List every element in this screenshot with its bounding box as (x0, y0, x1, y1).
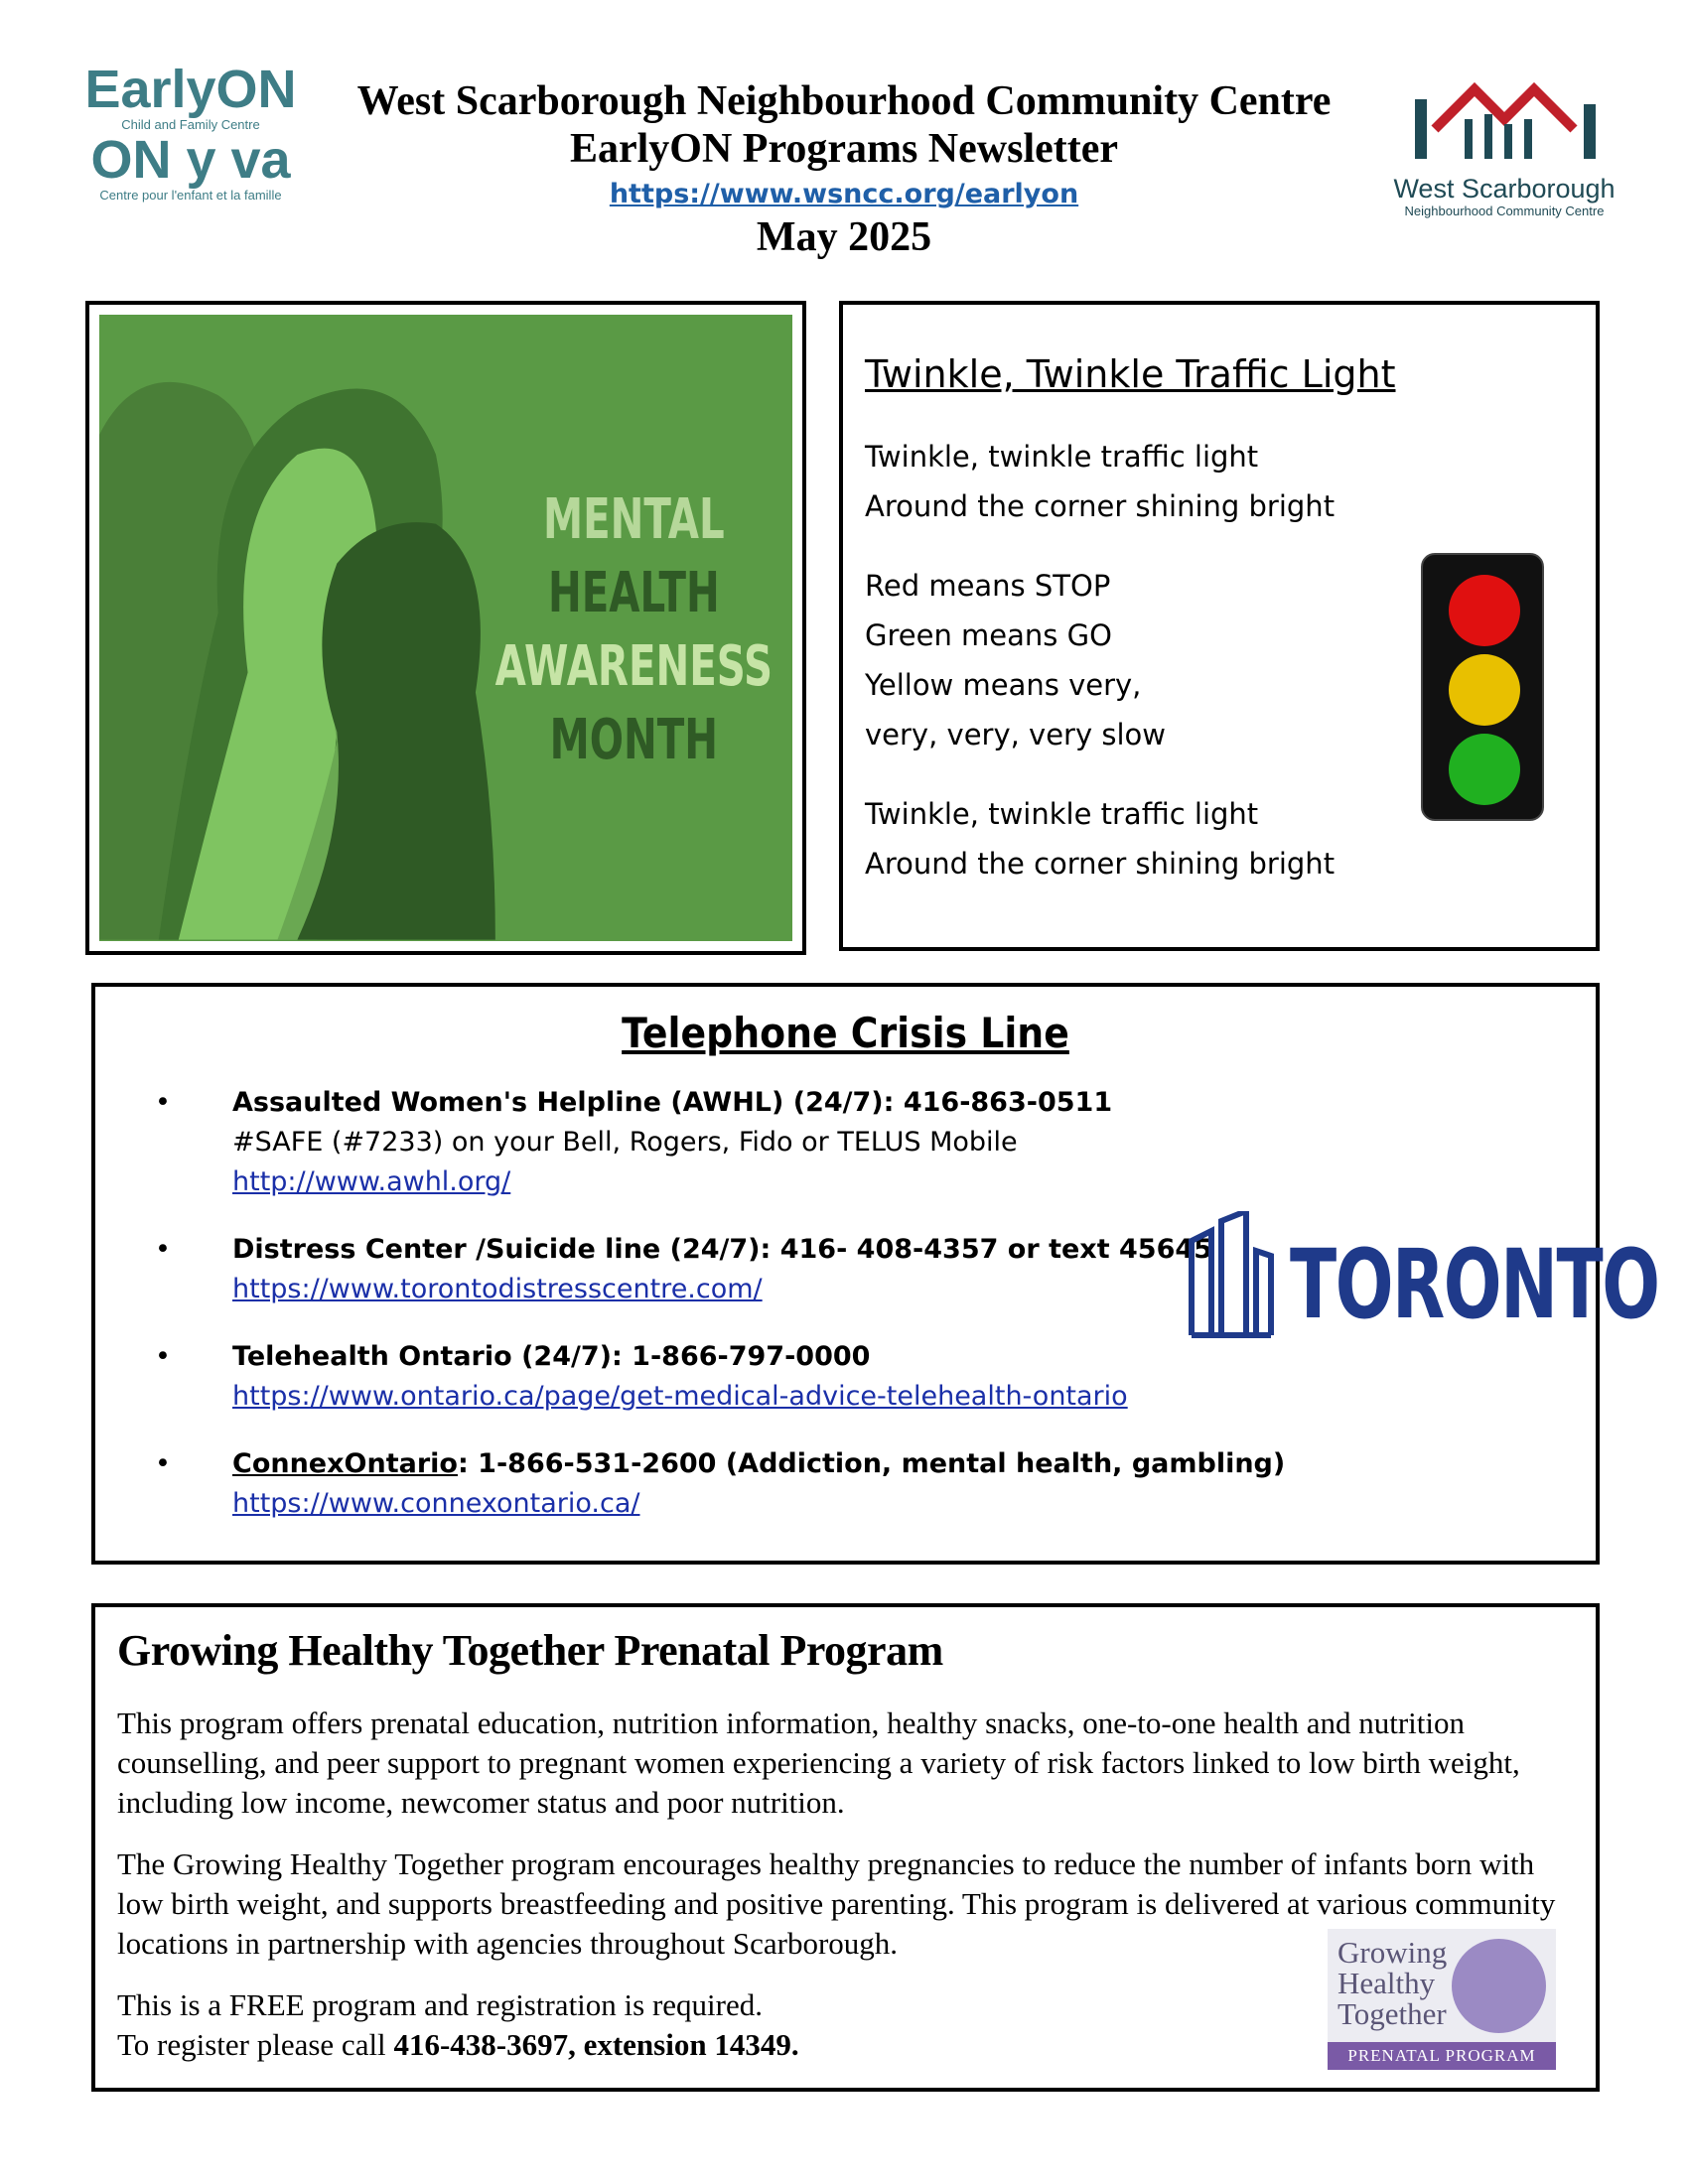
awhl-link[interactable]: http://www.awhl.org/ (232, 1166, 511, 1197)
logo-text: Together (1337, 1996, 1447, 2031)
prenatal-title: Growing Healthy Together Prenatal Program (117, 1626, 943, 1675)
phone-number: 416-438-3697, extension 14349. (393, 2027, 799, 2062)
logo-text: EarlyON (84, 60, 297, 119)
list-item (155, 1083, 1556, 1202)
earlyon-logo (81, 62, 300, 203)
item-heading: Assaulted Women's Helpline (AWHL) (24/7): 416-863-0511 (232, 1087, 1113, 1118)
red-light (1449, 575, 1520, 646)
logo-text: Neighbourhood Community Centre (1404, 204, 1605, 218)
verse-line: Red means STOP (865, 569, 1111, 603)
connex-link[interactable]: https://www.connexontario.ca/ (232, 1488, 640, 1519)
toronto-wordmark: TORONTO (1290, 1229, 1659, 1340)
item-heading: : 1-866-531-2600 (Addiction, mental health, gambling) (457, 1448, 1286, 1479)
verse-line: Around the corner shining bright (865, 847, 1336, 881)
mental-health-image (99, 315, 792, 941)
telehealth-link[interactable]: https://www.ontario.ca/page/get-medical-advice-telehealth-ontario (232, 1381, 1128, 1412)
crisis-title: Telephone Crisis Line (622, 1009, 1069, 1057)
item-heading: Distress Center /Suicide line (24/7): 416- 408-4357 or text 45645 (232, 1234, 1212, 1265)
newsletter-title: EarlyON Programs Newsletter (569, 126, 1119, 172)
toronto-logo (1187, 1211, 1688, 1340)
logo-text: Growing (1337, 1935, 1448, 1970)
mental-health-image-frame (85, 301, 806, 955)
list-item (155, 1337, 1556, 1417)
logo-words (1328, 1929, 1556, 2029)
city-hall-icon (1187, 1211, 1276, 1340)
issue-date: May 2025 (756, 214, 932, 260)
logo-text: West Scarborough (1393, 174, 1616, 204)
verse-line: Green means GO (865, 618, 1112, 652)
item-detail: #SAFE (#7233) on your Bell, Rogers, Fido or TELUS Mobile (232, 1127, 1018, 1158)
list-item (155, 1444, 1556, 1524)
song-box (839, 301, 1600, 951)
heading-line: AWARENESS (494, 634, 773, 699)
logo-text: PRENATAL PROGRAM (1328, 2042, 1556, 2070)
header (298, 77, 1390, 261)
growing-healthy-together-logo (1328, 1929, 1556, 2070)
text: This is a FREE program and registration is required. (117, 1987, 764, 2022)
logo-text: ON y va (90, 130, 291, 190)
song-title: Twinkle, Twinkle Traffic Light (865, 352, 1396, 396)
logo-text: Child and Family Centre (121, 117, 260, 132)
logo-text: Healthy (1337, 1966, 1436, 2000)
distress-centre-link[interactable]: https://www.torontodistresscentre.com/ (232, 1274, 763, 1304)
verse-line: Yellow means very, (865, 668, 1142, 702)
verse-line: Around the corner shining bright (865, 489, 1336, 523)
green-light (1449, 734, 1520, 805)
org-name: West Scarborough Neighbourhood Community Centre (356, 78, 1332, 124)
heading-line: MENTAL (542, 487, 725, 552)
prenatal-box (91, 1603, 1600, 2092)
yellow-light (1449, 654, 1520, 726)
paragraph: The Growing Healthy Together program encourages healthy pregnancies to reduce the number of infants born with low birth weight, and supports breastfeeding and positive parenting. This program is delivered at various community locations in partnership with agencies throughout Scarborough. (117, 1846, 1556, 1961)
heading-line: HEALTH (547, 561, 720, 625)
website-link[interactable]: https://www.wsncc.org/earlyon (609, 179, 1079, 209)
item-heading: Telehealth Ontario (24/7): 1-866-797-0000 (232, 1341, 871, 1372)
houses-people-icon (1395, 69, 1614, 169)
verse-line: very, very, very slow (865, 718, 1166, 751)
verse-line: Twinkle, twinkle traffic light (865, 440, 1259, 474)
connex-name: ConnexOntario (232, 1448, 458, 1479)
traffic-light-icon (1421, 553, 1544, 821)
text: To register please call (117, 2027, 394, 2062)
logo-text: Centre pour l'enfant et la famille (99, 188, 282, 203)
wsncc-logo (1385, 69, 1623, 218)
paragraph: This program offers prenatal education, nutrition information, healthy snacks, one-to-one health and nutrition counselling, and peer support to pregnant women experiencing a variety of risk factors linked to low birth weight, including low income, newcomer status and poor nutrition. (117, 1706, 1520, 1820)
heading-line: MONTH (549, 708, 718, 772)
verse (865, 432, 1574, 531)
mental-health-heading (495, 483, 773, 777)
verse-line: Twinkle, twinkle traffic light (865, 797, 1259, 831)
